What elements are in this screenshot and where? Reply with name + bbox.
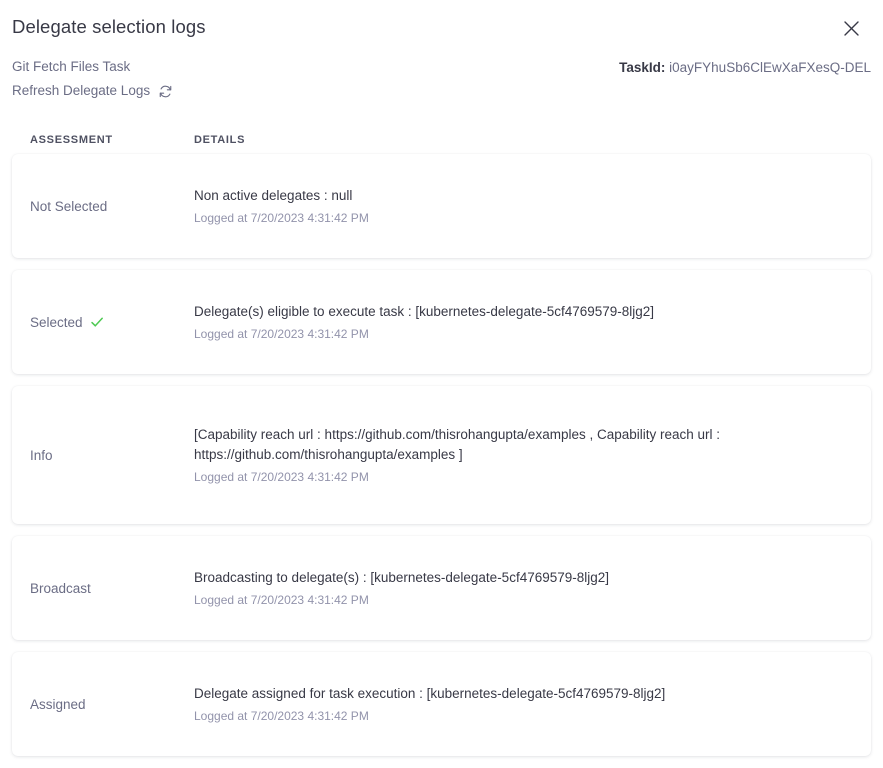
log-timestamp: Logged at 7/20/2023 4:31:42 PM	[194, 326, 369, 341]
log-message: [Capability reach url : https://github.com/thisrohangupta/examples , Capability reach url : https://github.com/thisrohangupta/examples ]	[194, 426, 721, 462]
table-row[interactable]	[12, 536, 871, 640]
assessment-label: Not Selected	[30, 198, 108, 214]
cell-details	[194, 568, 871, 609]
cell-assessment	[12, 697, 194, 712]
log-message: Delegate(s) eligible to execute task : [kubernetes-delegate-5cf4769579-8ljg2]	[194, 303, 655, 319]
meta-row	[0, 40, 883, 100]
log-timestamp: Logged at 7/20/2023 4:31:42 PM	[194, 210, 369, 225]
table-row[interactable]	[12, 270, 871, 374]
close-icon[interactable]	[839, 16, 863, 40]
assessment-label: Selected	[30, 314, 83, 330]
task-name: Git Fetch Files Task	[12, 59, 131, 74]
cell-details	[194, 684, 871, 725]
task-id-value: i0ayFYhuSb6ClEwXaFXesQ-DEL	[669, 60, 871, 75]
assessment-label: Broadcast	[30, 580, 91, 596]
table-row[interactable]	[12, 652, 871, 756]
table-row[interactable]	[12, 386, 871, 524]
log-message: Non active delegates : null	[194, 187, 353, 203]
log-message: Broadcasting to delegate(s) : [kubernetes-delegate-5cf4769579-8ljg2]	[194, 569, 610, 585]
refresh-delegate-logs-label: Refresh Delegate Logs	[12, 83, 151, 98]
dialog-header	[0, 0, 883, 40]
log-timestamp: Logged at 7/20/2023 4:31:42 PM	[194, 469, 369, 484]
meta-left	[12, 58, 173, 100]
task-id	[619, 58, 871, 77]
cell-assessment	[12, 199, 194, 214]
delegate-logs-table	[0, 126, 883, 768]
column-header-assessment: ASSESSMENT	[30, 134, 113, 146]
table-header	[0, 126, 883, 154]
cell-details	[194, 302, 871, 343]
task-id-label: TaskId:	[619, 60, 666, 75]
refresh-icon[interactable]	[158, 84, 173, 99]
log-message: Delegate assigned for task execution : [kubernetes-delegate-5cf4769579-8ljg2]	[194, 685, 666, 701]
check-icon	[90, 315, 104, 329]
table-body	[0, 154, 883, 756]
log-timestamp: Logged at 7/20/2023 4:31:42 PM	[194, 708, 369, 723]
refresh-delegate-logs-button[interactable]	[12, 82, 173, 100]
cell-assessment	[12, 315, 194, 330]
cell-assessment	[12, 448, 194, 463]
assessment-label: Assigned	[30, 696, 86, 712]
table-row[interactable]	[12, 154, 871, 258]
cell-assessment	[12, 581, 194, 596]
column-header-details: DETAILS	[194, 134, 246, 146]
cell-details	[194, 186, 871, 227]
assessment-label: Info	[30, 447, 53, 463]
log-timestamp: Logged at 7/20/2023 4:31:42 PM	[194, 592, 369, 607]
cell-details	[194, 425, 871, 486]
page-title: Delegate selection logs	[12, 16, 206, 37]
